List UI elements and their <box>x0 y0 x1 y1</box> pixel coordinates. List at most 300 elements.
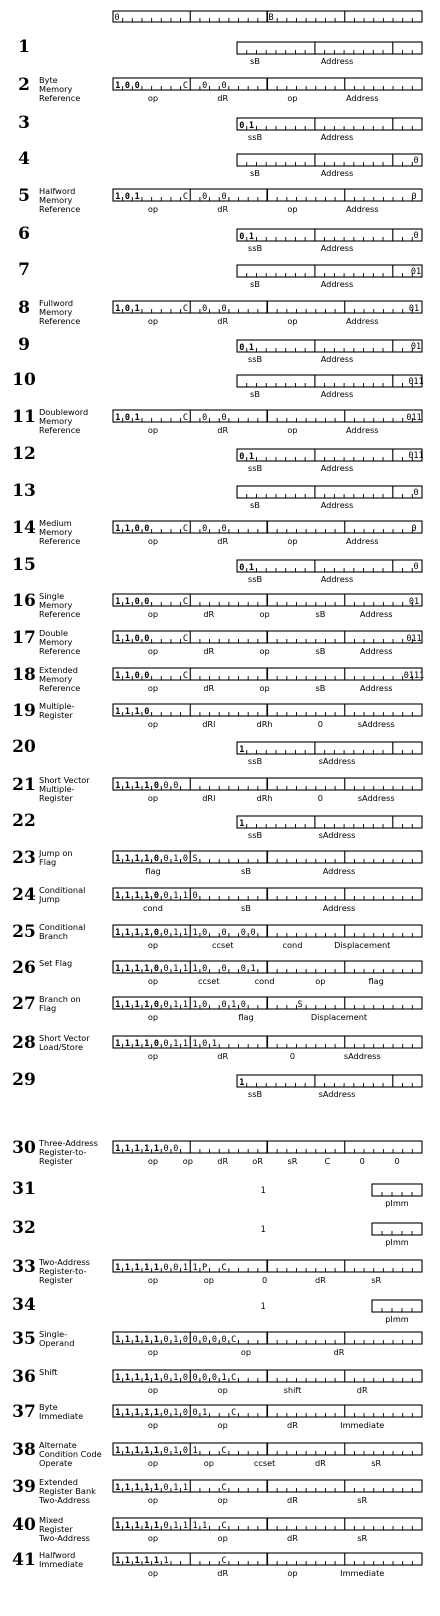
bit-value: 1 <box>115 634 121 644</box>
field-label: 0 <box>317 719 324 729</box>
format-description: Extended <box>39 1477 78 1487</box>
row-number: 41 <box>12 1550 36 1570</box>
bit-value: 1 <box>115 304 121 314</box>
bit-value: 0 <box>182 1408 188 1418</box>
field-label: sB <box>250 279 260 289</box>
field-label: Address <box>320 574 354 584</box>
bit-value: 1 <box>173 1521 179 1531</box>
bit-value: 0 <box>240 964 246 974</box>
field-label: Address <box>345 536 379 546</box>
bit-value: 1 <box>144 964 150 974</box>
format-row-41 <box>12 1550 422 1578</box>
format-description: Single <box>39 591 65 601</box>
bit-value: 0 <box>202 304 208 314</box>
format-description: Register Bank <box>39 1486 96 1496</box>
bit-value: 1 <box>250 964 256 974</box>
bit-value: 1 <box>153 1373 160 1383</box>
format-row-17 <box>12 628 422 656</box>
bit-value: 1 <box>124 1556 131 1566</box>
tail-bits: 0 <box>411 524 417 534</box>
field-label: sR <box>371 1458 382 1468</box>
bit-value: 0 <box>239 343 245 353</box>
row-number: 14 <box>12 518 36 538</box>
bit-value: 0 <box>134 671 140 681</box>
field-label: dR <box>217 1156 229 1166</box>
format-description: Memory <box>39 84 73 94</box>
bit-value: 1 <box>153 1521 160 1531</box>
field-label: dR <box>203 683 215 693</box>
bit-value: 1 <box>115 81 121 91</box>
register-box <box>237 265 422 277</box>
bit-value: 1 <box>115 1144 121 1154</box>
tail-bits: 0 <box>411 192 417 202</box>
row-number: 20 <box>12 737 36 757</box>
format-description: Reference <box>39 316 81 326</box>
field-label: Address <box>345 93 379 103</box>
bit-value: 0 <box>144 707 150 717</box>
row-number: 13 <box>12 481 36 501</box>
bit-value: 1 <box>115 1408 121 1418</box>
bit-value: 1 <box>182 1039 188 1049</box>
format-description: Halfword <box>39 186 76 196</box>
bit-value: 1 <box>144 928 150 938</box>
bit-value: 0 <box>124 192 131 202</box>
format-row-4 <box>18 149 422 178</box>
bit-value: 1 <box>124 964 131 974</box>
format-description: Memory <box>39 600 73 610</box>
bit-value: 1 <box>124 1446 131 1456</box>
field-label: op <box>147 940 159 950</box>
field-label: dR <box>287 1495 298 1505</box>
register-box <box>372 1223 422 1235</box>
row-number: 8 <box>18 298 30 318</box>
bit-value: 1 <box>134 1263 140 1273</box>
format-description: Register <box>39 1275 73 1285</box>
field-label: 0 <box>261 1275 268 1285</box>
register-box <box>237 560 422 572</box>
format-row-35 <box>12 1329 422 1357</box>
register-box <box>237 449 422 461</box>
field-label: ssB <box>247 756 263 766</box>
sub-register <box>237 42 422 54</box>
field-label: dR <box>287 1533 298 1543</box>
bit-value: 0 <box>163 1144 169 1154</box>
bit-value: 1 <box>144 1521 150 1531</box>
format-description: Byte <box>39 75 58 85</box>
row-number: 9 <box>18 335 30 355</box>
scale-left-label: 0 <box>114 13 120 23</box>
bit-value: 0 <box>211 1335 217 1345</box>
format-description: Short Vector <box>39 1033 90 1043</box>
field-label: sAddress <box>318 1089 356 1099</box>
row-number: 18 <box>12 665 36 685</box>
bit-value: 1 <box>144 1373 150 1383</box>
bit-value: 1 <box>115 597 121 607</box>
bit-value: 1 <box>182 928 188 938</box>
tail-bits: 011 <box>406 413 422 423</box>
format-row-14 <box>12 518 422 546</box>
field-label: Address <box>322 903 356 913</box>
format-row-36 <box>12 1367 422 1395</box>
field-label: ssB <box>247 1089 263 1099</box>
bit-value: C <box>182 304 188 314</box>
field-label: op <box>147 1533 159 1543</box>
field-label: op <box>182 1156 193 1166</box>
bit-value: 1 <box>173 854 179 864</box>
bit-value: 1 <box>144 1446 150 1456</box>
bit-value: 1 <box>173 964 179 974</box>
tail-bits: 0 <box>413 231 419 241</box>
field-label: op <box>147 683 159 693</box>
bit-value: 1 <box>134 304 140 314</box>
bit-value: C <box>182 597 188 607</box>
row-number: 17 <box>12 628 36 648</box>
bit-value: 0 <box>134 634 140 644</box>
bit-value: C <box>182 81 188 91</box>
format-description: Register <box>39 1524 73 1534</box>
field-label: Address <box>320 500 354 510</box>
field-label: Address <box>320 389 354 399</box>
field-label: sR <box>357 1495 368 1505</box>
tail-bits: 01 <box>408 304 420 314</box>
row-number: 39 <box>12 1477 36 1497</box>
row-number: 23 <box>12 848 36 868</box>
bit-value: 0 <box>153 781 160 791</box>
format-description: Jump on <box>39 848 73 858</box>
format-description: Load/Store <box>39 1042 84 1052</box>
format-description: Memory <box>39 195 73 205</box>
field-label: pImm <box>385 1314 409 1324</box>
register-box <box>237 1075 422 1087</box>
register-box <box>237 742 422 754</box>
bit-value: C <box>221 1521 227 1531</box>
field-label: Address <box>320 279 354 289</box>
row-number: 21 <box>12 775 36 795</box>
bit-value: 1 <box>134 1335 140 1345</box>
bit-value: 1 <box>134 781 140 791</box>
field-label: op <box>259 646 270 656</box>
bit-value: 0 <box>144 671 150 681</box>
format-row-28 <box>12 1033 422 1061</box>
field-label: 0 <box>317 793 324 803</box>
format-row-40 <box>12 1515 422 1543</box>
bit-value: 1 <box>144 1039 150 1049</box>
field-label: op <box>315 976 326 986</box>
bit-value: 1 <box>248 343 255 353</box>
field-label: flag <box>145 866 161 876</box>
format-row-30 <box>12 1138 422 1166</box>
field-label: op <box>147 1420 159 1430</box>
bit-value: C <box>231 1335 237 1345</box>
bit-value: 1 <box>144 781 150 791</box>
format-description: Single- <box>39 1329 68 1339</box>
row-number: 28 <box>12 1033 36 1053</box>
field-label: sB <box>315 609 326 619</box>
bit-value: S <box>192 854 198 864</box>
bit-value: C <box>221 1446 227 1456</box>
format-row-34 <box>12 1295 422 1324</box>
register-box <box>372 1184 422 1196</box>
format-row-6 <box>18 224 422 253</box>
bit-value: 1 <box>134 1373 140 1383</box>
format-row-18 <box>12 665 424 693</box>
bit-value: 0 <box>221 413 227 423</box>
tail-bits: 0 <box>413 488 419 498</box>
tail-bits: 0 <box>413 156 419 166</box>
field-label: Address <box>320 56 354 66</box>
bit-value: 1 <box>115 1039 121 1049</box>
field-label: sB <box>315 646 326 656</box>
bit-value: 0 <box>202 1335 208 1345</box>
bit-value: 0 <box>163 928 169 938</box>
format-row-31 <box>12 1179 422 1208</box>
field-label: op <box>203 1275 214 1285</box>
bit-value: 1 <box>192 964 198 974</box>
bit-value: C <box>182 524 188 534</box>
bit-value: 1 <box>115 891 121 901</box>
bit-value: 1 <box>134 964 140 974</box>
bit-value: 0 <box>134 81 140 91</box>
row-number: 25 <box>12 922 36 942</box>
bit-value: C <box>231 1408 237 1418</box>
bit-value: 0 <box>239 452 245 462</box>
format-row-24 <box>12 885 422 913</box>
bit-value: 1 <box>115 707 121 717</box>
format-description: Conditional <box>39 885 86 895</box>
sub-register <box>237 154 422 166</box>
bit-value: 1 <box>153 1483 160 1493</box>
row-number: 4 <box>18 149 30 169</box>
bit-value: 1 <box>239 819 245 829</box>
bit-value: 0 <box>240 928 246 938</box>
bit-value: 0 <box>134 524 140 534</box>
field-label: sAddress <box>318 756 356 766</box>
field-label: dR <box>217 316 229 326</box>
bit-value: 0 <box>239 563 245 573</box>
bit-value: 0 <box>192 1408 198 1418</box>
row-number: 16 <box>12 591 36 611</box>
format-row-32 <box>12 1218 422 1247</box>
bit-value: 0 <box>163 964 169 974</box>
register-box <box>237 154 422 166</box>
bit-value: 0 <box>153 1000 160 1010</box>
field-label: sR <box>357 1533 368 1543</box>
format-description: Memory <box>39 307 73 317</box>
bit-value: 1 <box>173 1483 179 1493</box>
bit-value: 1 <box>134 413 140 423</box>
format-row-26 <box>12 958 422 986</box>
field-label: 0 <box>394 1156 400 1166</box>
bit-value: 1 <box>115 1483 121 1493</box>
bit-value: 1 <box>115 671 121 681</box>
bit-value: 1 <box>115 192 121 202</box>
bit-value: 1 <box>115 1446 121 1456</box>
bit-value: 1 <box>115 1263 121 1273</box>
bit-value: 1 <box>134 1408 140 1418</box>
field-label: ssB <box>247 132 263 142</box>
bit-value: 1 <box>221 1373 227 1383</box>
sub-register <box>237 265 422 277</box>
bit-value: C <box>221 1483 227 1493</box>
tail-bits: 0111 <box>403 671 425 681</box>
format-row-20 <box>12 737 422 766</box>
row-number: 37 <box>12 1402 36 1422</box>
field-label: op <box>147 204 159 214</box>
field-label: sR <box>371 1275 382 1285</box>
bit-value: 1 <box>134 928 140 938</box>
field-label: op <box>147 1347 159 1357</box>
field-label: cond <box>254 976 275 986</box>
bit-value: 0 <box>221 928 227 938</box>
field-label: sR <box>287 1156 298 1166</box>
bit-value: 1 <box>115 1521 121 1531</box>
field-label: dRl <box>202 793 216 803</box>
field-label: flag <box>238 1012 254 1022</box>
row-number: 26 <box>12 958 36 978</box>
format-description: Register <box>39 710 73 720</box>
row-number: 35 <box>12 1329 36 1349</box>
sub-register <box>237 486 422 498</box>
bit-value: 0 <box>124 413 131 423</box>
format-description: Register-to- <box>39 1147 87 1157</box>
bit-value: 0 <box>144 634 150 644</box>
field-label: op <box>147 1275 159 1285</box>
bit-value: 1 <box>231 1000 237 1010</box>
format-description: Medium <box>39 518 72 528</box>
bit-value: C <box>182 671 188 681</box>
format-row-15 <box>12 555 422 584</box>
bit-value: 1 <box>124 891 131 901</box>
sub-register <box>237 1075 422 1087</box>
format-description: Reference <box>39 204 81 214</box>
bit-value: 0 <box>163 1521 169 1531</box>
bit-value: 1 <box>192 1039 198 1049</box>
bit-value: 1 <box>124 634 131 644</box>
bit-value: 1 <box>144 854 150 864</box>
field-label: pImm <box>385 1198 409 1208</box>
format-description: Two-Address <box>39 1495 90 1505</box>
tail-bits: 0 <box>413 562 419 572</box>
bit-value: 1 <box>173 1373 179 1383</box>
format-description: Reference <box>39 609 81 619</box>
format-description: Shift <box>39 1367 58 1377</box>
tail-bits: 011 <box>408 451 424 461</box>
tail-bits: 011 <box>408 377 424 387</box>
bit-value: 1 <box>248 563 255 573</box>
bit-value: 1 <box>182 1000 188 1010</box>
bit-value: 1 <box>124 1263 131 1273</box>
row-number: 7 <box>18 260 30 280</box>
field-label: op <box>217 1420 228 1430</box>
format-row-38 <box>12 1440 422 1468</box>
bit-value: 1 <box>134 1000 140 1010</box>
format-description: Extended <box>39 665 78 675</box>
bit-value: 0 <box>153 854 160 864</box>
format-description: Register <box>39 1156 73 1166</box>
bit-value: 1 <box>124 1000 131 1010</box>
field-label: ssB <box>247 463 263 473</box>
field-label: 0 <box>289 1051 296 1061</box>
bit-value: C <box>182 634 188 644</box>
bit-value: 1 <box>124 781 131 791</box>
row-number: 19 <box>12 701 36 721</box>
field-label: op <box>147 425 159 435</box>
format-description: Conditional <box>39 922 86 932</box>
bit-value: 0 <box>211 1373 217 1383</box>
format-row-3 <box>18 113 422 142</box>
bit-value: 0 <box>163 1446 169 1456</box>
bit-value: 1 <box>239 745 245 755</box>
bit-scale <box>113 11 422 23</box>
format-row-9 <box>18 335 422 364</box>
extra-bit: S <box>297 1000 303 1010</box>
bit-value: 1 <box>134 1556 140 1566</box>
bit-value: 1 <box>115 1335 121 1345</box>
bit-value: 1 <box>153 1335 160 1345</box>
field-label: Immediate <box>340 1568 385 1578</box>
format-description: Mixed <box>39 1515 64 1525</box>
scale-right-label: B <box>268 13 274 23</box>
format-description: Multiple- <box>39 701 75 711</box>
bit-value: 0 <box>124 81 131 91</box>
format-description: Byte <box>39 1402 58 1412</box>
bit-value: 0 <box>192 1373 198 1383</box>
field-label: sB <box>250 168 260 178</box>
field-label: Address <box>320 168 354 178</box>
bit-value: 0 <box>239 232 245 242</box>
bit-value: 1 <box>134 1144 140 1154</box>
bit-value: 1 <box>115 964 121 974</box>
field-label: Address <box>345 204 379 214</box>
field-label: Address <box>345 425 379 435</box>
bit-value: 1 <box>173 1408 179 1418</box>
format-description: Double <box>39 628 69 638</box>
field-label: op <box>240 1347 252 1357</box>
bit-value: 0 <box>221 1335 227 1345</box>
format-row-37 <box>12 1402 422 1430</box>
bit-value: 1 <box>182 1263 188 1273</box>
format-description: Fullword <box>39 298 74 308</box>
bit-value: 1 <box>173 928 179 938</box>
format-description: Register <box>39 793 73 803</box>
sub-register <box>237 816 422 828</box>
bit-value: 1 <box>173 1000 179 1010</box>
format-row-39 <box>12 1477 422 1505</box>
field-label: op <box>287 1568 298 1578</box>
bit-value: 1 <box>115 854 121 864</box>
bit-value: 0 <box>221 304 227 314</box>
field-label: op <box>203 1458 214 1468</box>
bit-value: 1 <box>144 1263 150 1273</box>
bit-value: 1 <box>163 1556 169 1566</box>
format-description: Jump <box>39 894 60 904</box>
row-number: 11 <box>12 407 36 427</box>
format-row-33 <box>12 1257 422 1285</box>
field-label: shift <box>283 1385 302 1395</box>
field-label: op <box>147 316 159 326</box>
field-label: Address <box>359 609 393 619</box>
bit-value: 1 <box>134 192 140 202</box>
bit-value: 0 <box>202 413 208 423</box>
field-label: sB <box>241 903 251 913</box>
bit-value: 0 <box>221 192 227 202</box>
format-description: Operand <box>39 1338 75 1348</box>
bit-value: 1 <box>192 1446 198 1456</box>
format-row-1 <box>18 37 422 66</box>
bit-value: 0 <box>221 964 227 974</box>
bit-value: 0 <box>173 1263 179 1273</box>
field-label: op <box>147 93 159 103</box>
